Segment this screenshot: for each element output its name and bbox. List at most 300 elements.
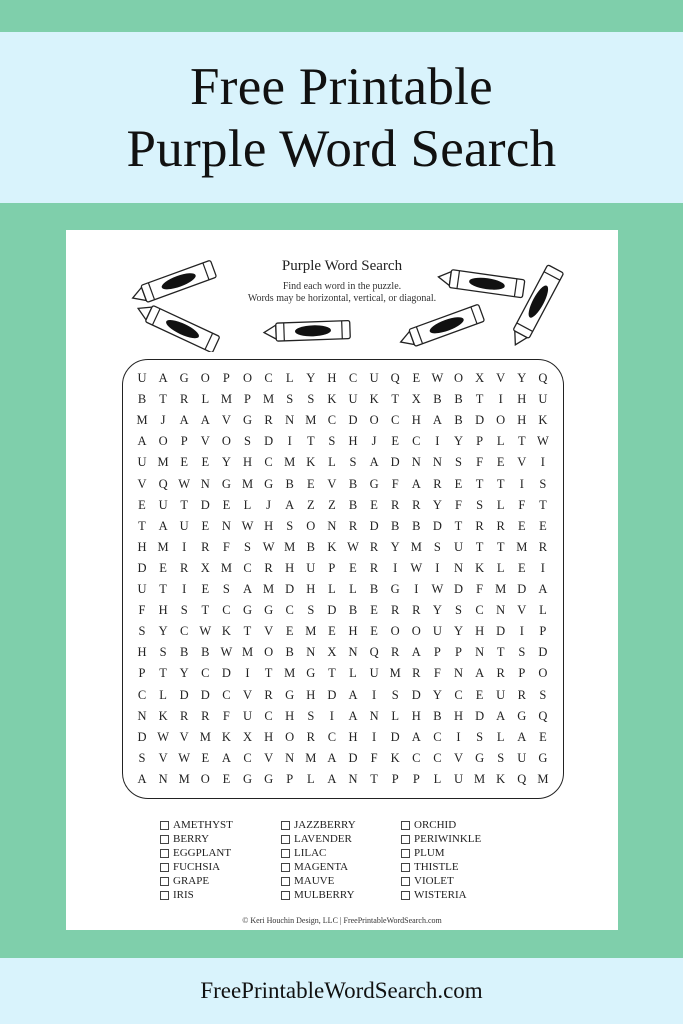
grid-letter: K (538, 413, 548, 428)
checkbox[interactable] (401, 821, 410, 830)
grid-letter: G (538, 750, 548, 765)
grid-letter: F (222, 539, 230, 554)
grid-letter: H (327, 371, 337, 385)
grid-letter: O (242, 371, 253, 385)
grid-letter: A (411, 476, 421, 491)
grid-letter: T (370, 771, 378, 786)
grid-letter: R (391, 497, 400, 512)
grid-letter: T (475, 539, 484, 554)
grid-letter: S (497, 750, 505, 765)
grid-letter: O (390, 624, 400, 639)
grid-letter: U (158, 497, 168, 512)
grid-letter: N (221, 518, 231, 533)
grid-letter: K (221, 729, 231, 744)
word-list-column-1 (160, 818, 233, 902)
grid-letter: P (412, 771, 420, 786)
grid-letter: D (348, 750, 358, 765)
title-line-1: Free Printable (190, 57, 493, 116)
grid-letter: E (496, 455, 505, 470)
grid-letter: D (369, 518, 379, 533)
grid-letter: L (349, 582, 357, 596)
grid-letter: H (348, 729, 358, 744)
grid-letter: M (178, 771, 190, 786)
grid-letter: I (414, 582, 419, 596)
grid-letter: F (518, 497, 526, 512)
grid-letter: U (496, 687, 506, 702)
grid-letter: L (285, 371, 294, 385)
word-list-item (401, 874, 481, 888)
grid-letter: T (159, 392, 167, 407)
checkbox[interactable] (281, 863, 290, 872)
grid-letter: V (327, 476, 337, 491)
grid-letter: N (453, 666, 464, 681)
grid-letter: L (328, 455, 336, 470)
grid-letter: O (264, 645, 274, 660)
checkbox[interactable] (281, 821, 290, 830)
grid-letter: K (475, 560, 485, 575)
checkbox[interactable] (160, 849, 169, 858)
site-url: FreePrintableWordSearch.com (200, 978, 483, 1003)
grid-letter: Q (390, 371, 400, 385)
grid-letter: M (263, 392, 275, 407)
grid-letter: B (137, 392, 147, 407)
grid-letter: V (137, 476, 147, 491)
grid-letter: N (496, 603, 506, 618)
grid-letter: B (285, 645, 294, 660)
grid-letter: M (410, 539, 422, 554)
grid-letter: H (453, 708, 464, 723)
grid-letter: T (454, 518, 463, 533)
grid-letter: Y (158, 624, 168, 639)
grid-letter: D (264, 434, 274, 449)
grid-letter: R (201, 539, 210, 554)
grid-letter: R (496, 666, 505, 681)
grid-letter: W (220, 645, 233, 660)
grid-letter: C (454, 687, 463, 702)
grid-letter: M (284, 666, 296, 681)
grid-letter: G (221, 476, 231, 491)
checkbox[interactable] (401, 863, 410, 872)
grid-letter: W (241, 518, 254, 533)
grid-letter: E (201, 582, 210, 596)
grid-letter: I (372, 729, 377, 744)
grid-letter: A (327, 771, 337, 786)
grid-letter: T (496, 539, 505, 554)
grid-letter: G (264, 476, 274, 491)
grid-letter: H (285, 708, 295, 723)
grid-letter: L (391, 708, 399, 723)
word-label: ORCHID (414, 819, 457, 831)
grid-letter: P (391, 771, 399, 786)
grid-letter: C (327, 413, 337, 428)
word-label: JAZZBERRY (294, 819, 356, 831)
grid-letter: F (370, 750, 378, 765)
word-label: WISTERIA (414, 889, 467, 901)
grid-letter: Y (221, 455, 231, 470)
grid-letter: D (475, 708, 485, 723)
crayon-icon (258, 308, 358, 354)
grid-letter: S (286, 518, 294, 533)
grid-letter: J (371, 434, 377, 449)
grid-letter: W (199, 624, 212, 639)
grid-letter: U (348, 392, 358, 407)
word-label: VIOLET (414, 875, 454, 887)
grid-letter: R (475, 518, 484, 533)
grid-letter: M (305, 750, 317, 765)
grid-letter: E (370, 624, 378, 639)
grid-letter: L (539, 603, 547, 618)
grid-letter: I (287, 434, 292, 449)
grid-letter: C (412, 750, 421, 765)
grid-letter: S (307, 392, 315, 407)
grid-letter: E (370, 497, 378, 512)
grid-letter: B (412, 518, 421, 533)
grid-letter: E (201, 750, 210, 765)
grid-letter: O (221, 434, 231, 449)
grid-letter: V (158, 750, 168, 765)
grid-letter: D (475, 413, 485, 428)
grid-letter: F (222, 708, 230, 723)
checkbox[interactable] (281, 849, 290, 858)
grid-letter: T (539, 497, 547, 512)
crayon-icon (128, 302, 228, 352)
grid-letter: W (178, 750, 191, 765)
grid-letter: V (221, 413, 231, 428)
grid-letter: Z (306, 497, 315, 512)
grid-letter: A (411, 729, 421, 744)
grid-letter: Q (517, 771, 527, 786)
checkbox[interactable] (401, 849, 410, 858)
grid-letter: O (200, 771, 210, 786)
grid-letter: T (180, 497, 188, 512)
grid-letter: F (476, 582, 484, 596)
grid-letter: M (305, 624, 317, 639)
grid-letter: G (242, 603, 253, 618)
grid-letter: O (411, 624, 421, 639)
puzzle-title: Purple Word Search (281, 258, 403, 274)
grid-letter: N (475, 645, 485, 660)
grid-letter: E (475, 687, 484, 702)
grid-letter: W (410, 560, 423, 575)
grid-letter: Q (538, 708, 548, 723)
grid-letter: R (348, 518, 358, 533)
grid-letter: N (369, 708, 379, 723)
grid-letter: N (137, 708, 147, 723)
grid-letter: H (475, 624, 485, 639)
grid-letter: P (433, 645, 441, 660)
grid-letter: H (517, 413, 527, 428)
grid-letter: S (518, 645, 526, 660)
word-list-item (281, 846, 356, 860)
grid-letter: R (412, 666, 421, 681)
grid-letter: F (433, 666, 441, 681)
grid-letter: I (372, 687, 377, 702)
checkbox[interactable] (281, 835, 290, 844)
grid-letter: B (348, 497, 358, 512)
grid-letter: K (327, 392, 337, 407)
grid-letter: B (285, 476, 294, 491)
grid-letter: D (221, 666, 231, 681)
grid-letter: Q (538, 371, 548, 385)
grid-letter: A (432, 413, 442, 428)
word-list-item (401, 888, 481, 902)
checkbox[interactable] (401, 891, 410, 900)
word-list-column-3 (401, 818, 481, 902)
checkbox[interactable] (160, 835, 169, 844)
checkbox[interactable] (401, 835, 410, 844)
grid-letter: L (201, 392, 210, 407)
grid-letter: G (475, 750, 485, 765)
grid-letter: S (455, 455, 462, 470)
word-list-item (281, 860, 356, 874)
grid-letter: U (453, 539, 464, 554)
grid-letter: E (517, 518, 526, 533)
grid-letter: T (243, 624, 252, 639)
grid-letter: T (517, 434, 526, 449)
grid-letter: L (328, 582, 336, 596)
grid-letter: D (137, 729, 147, 744)
grid-letter: S (180, 603, 188, 618)
word-label: FUCHSIA (173, 861, 221, 873)
grid-letter: Q (158, 476, 168, 491)
grid-letter: I (540, 455, 545, 470)
grid-letter: B (348, 603, 358, 618)
grid-letter: H (158, 603, 168, 618)
grid-letter: T (264, 666, 273, 681)
grid-letter: C (201, 666, 210, 681)
puzzle-grid (132, 368, 552, 788)
grid-letter: Q (369, 645, 379, 660)
checkbox[interactable] (401, 877, 410, 886)
grid-letter: A (538, 582, 548, 596)
grid-letter: S (138, 750, 146, 765)
grid-letter: A (348, 687, 358, 702)
grid-letter: N (453, 560, 464, 575)
grid-letter: A (517, 729, 527, 744)
grid-letter: E (201, 518, 210, 533)
grid-letter: M (263, 582, 275, 596)
grid-letter: J (266, 497, 272, 512)
grid-letter: Y (432, 687, 442, 702)
grid-letter: B (180, 645, 189, 660)
grid-letter: L (349, 666, 357, 681)
checkbox[interactable] (281, 891, 290, 900)
grid-letter: Y (306, 371, 316, 385)
grid-letter: I (393, 560, 398, 575)
grid-letter: X (327, 645, 337, 660)
grid-letter: Z (328, 497, 336, 512)
grid-letter: M (241, 476, 254, 491)
grid-letter: T (138, 518, 146, 533)
grid-letter: R (433, 476, 442, 491)
grid-letter: X (242, 729, 253, 744)
grid-letter: G (369, 476, 379, 491)
grid-letter: T (306, 434, 315, 449)
grid-letter: V (517, 455, 527, 470)
grid-letter: K (369, 392, 379, 407)
grid-letter: M (136, 413, 148, 428)
grid-letter: E (306, 476, 315, 491)
grid-letter: L (496, 729, 505, 744)
grid-letter: H (137, 645, 147, 660)
grid-letter: D (179, 687, 189, 702)
grid-letter: H (411, 708, 421, 723)
grid-letter: D (200, 497, 210, 512)
puzzle-sheet (66, 230, 618, 930)
grid-letter: R (517, 687, 526, 702)
word-list-item (401, 818, 481, 832)
word-list-item (160, 818, 233, 832)
grid-letter: P (138, 666, 146, 681)
grid-letter: D (327, 603, 337, 618)
grid-letter: T (328, 666, 336, 681)
grid-letter: V (200, 434, 210, 449)
grid-letter: H (137, 539, 147, 554)
grid-letter: G (306, 666, 316, 681)
grid-letter: H (285, 560, 295, 575)
grid-letter: L (496, 434, 505, 449)
grid-letter: M (474, 771, 486, 786)
grid-letter: X (475, 371, 485, 385)
grid-letter: A (285, 497, 295, 512)
grid-letter: S (244, 539, 251, 554)
grid-letter: R (538, 539, 548, 554)
grid-letter: O (285, 729, 295, 744)
grid-letter: G (390, 582, 400, 596)
grid-letter: L (433, 771, 442, 786)
grid-letter: X (411, 392, 421, 407)
grid-letter: I (245, 666, 250, 681)
grid-letter: V (264, 750, 274, 765)
grid-letter: B (433, 708, 442, 723)
grid-letter: M (241, 645, 254, 660)
grid-letter: S (328, 434, 336, 449)
checkbox[interactable] (160, 821, 169, 830)
grid-letter: E (285, 624, 294, 639)
grid-letter: D (411, 687, 421, 702)
grid-letter: R (391, 603, 400, 618)
checkbox[interactable] (160, 863, 169, 872)
grid-letter: C (222, 603, 231, 618)
grid-letter: T (475, 392, 484, 407)
word-list-item (281, 874, 356, 888)
grid-letter: E (222, 497, 231, 512)
grid-letter: S (539, 476, 547, 491)
grid-letter: D (348, 413, 358, 428)
grid-letter: V (264, 624, 274, 639)
grid-letter: O (306, 518, 316, 533)
grid-letter: O (453, 371, 464, 385)
grid-letter: C (222, 687, 231, 702)
grid-letter: I (540, 560, 545, 575)
word-label: IRIS (173, 889, 194, 901)
grid-letter: L (243, 497, 252, 512)
crayon-icon (392, 302, 492, 352)
grid-letter: P (328, 560, 336, 575)
grid-letter: R (412, 603, 421, 618)
grid-letter: L (306, 771, 315, 786)
grid-letter: P (180, 434, 188, 449)
grid-letter: M (284, 539, 296, 554)
grid-letter: E (349, 560, 357, 575)
grid-letter: C (180, 624, 189, 639)
grid-letter: Y (453, 624, 464, 639)
grid-letter: F (391, 476, 399, 491)
grid-letter: D (327, 687, 337, 702)
site-banner (0, 958, 683, 1024)
grid-letter: S (539, 687, 547, 702)
grid-letter: D (517, 582, 527, 596)
checkbox[interactable] (281, 877, 290, 886)
grid-letter: O (158, 434, 168, 449)
grid-letter: U (137, 582, 147, 596)
grid-letter: P (222, 371, 230, 385)
grid-letter: Y (453, 434, 464, 449)
grid-letter: S (455, 603, 462, 618)
grid-letter: B (348, 476, 358, 491)
grid-letter: H (242, 455, 253, 470)
word-list-item (160, 832, 233, 846)
copyright-footer: © Keri Houchin Design, LLC | FreePrintableWordSearch.com (242, 916, 442, 925)
grid-letter: Y (432, 603, 442, 618)
grid-letter: V (517, 603, 527, 618)
grid-letter: S (307, 603, 315, 618)
grid-letter: U (538, 392, 548, 407)
grid-letter: E (539, 729, 547, 744)
grid-letter: N (348, 771, 358, 786)
grid-letter: R (369, 560, 379, 575)
crayon-icon (124, 258, 224, 308)
grid-letter: S (138, 624, 146, 639)
title-line-2: Purple Word Search (126, 119, 557, 178)
grid-letter: H (264, 518, 274, 533)
word-list-item (281, 818, 356, 832)
word-list-item (401, 846, 481, 860)
grid-letter: H (348, 624, 358, 639)
crayon-icon (504, 260, 568, 352)
grid-letter: D (453, 582, 464, 596)
grid-letter: A (158, 371, 168, 385)
grid-letter: U (369, 371, 379, 385)
checkbox[interactable] (160, 877, 169, 886)
grid-letter: W (431, 371, 444, 385)
checkbox[interactable] (160, 891, 169, 900)
grid-letter: O (496, 413, 506, 428)
grid-letter: C (137, 687, 147, 702)
grid-letter: G (264, 603, 274, 618)
word-list-item (281, 888, 356, 902)
grid-letter: M (516, 539, 528, 554)
grid-letter: N (285, 413, 295, 428)
grid-letter: N (411, 455, 421, 470)
grid-letter: U (137, 455, 147, 470)
grid-letter: J (160, 413, 166, 428)
grid-letter: C (433, 750, 442, 765)
grid-letter: I (182, 539, 187, 554)
grid-letter: D (432, 518, 442, 533)
grid-letter: K (158, 708, 168, 723)
grid-letter: R (180, 560, 189, 575)
grid-letter: I (435, 560, 440, 575)
word-label: MULBERRY (294, 889, 355, 901)
grid-letter: P (476, 434, 484, 449)
grid-letter: T (391, 392, 399, 407)
word-label: LILAC (294, 847, 327, 859)
grid-letter: U (242, 708, 253, 723)
grid-letter: D (496, 624, 506, 639)
grid-letter: E (454, 476, 463, 491)
grid-letter: R (391, 645, 400, 660)
